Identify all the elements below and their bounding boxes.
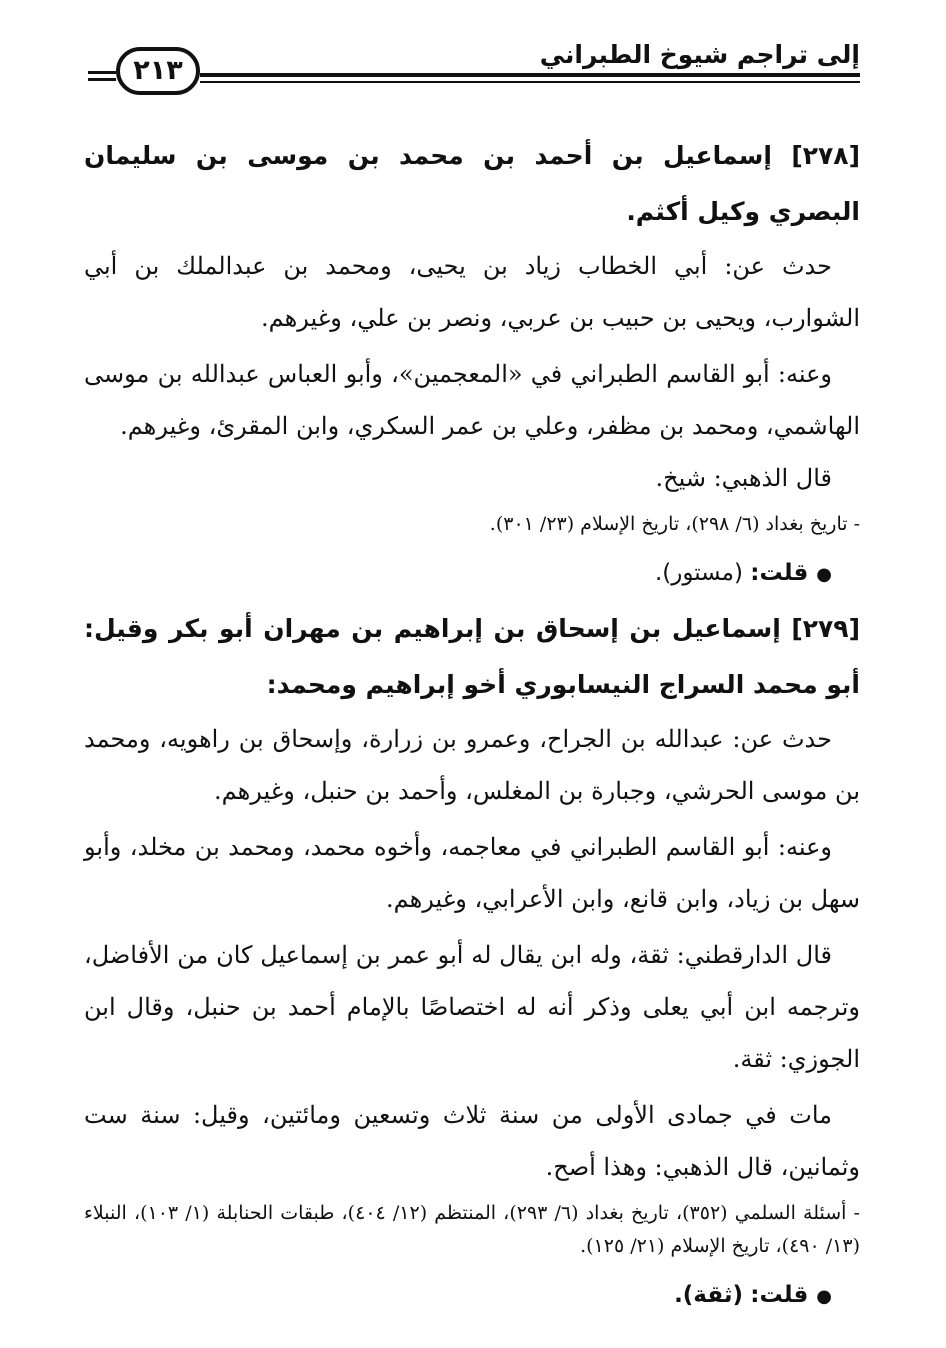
running-header-title: إلى تراجم شيوخ الطبراني	[539, 40, 860, 69]
header-rule-left-upper	[88, 71, 116, 74]
sources-text: - أسئلة السلمي (٣٥٢)، تاريخ بغداد (٦/ ٢٩٣)، المنتظم (١٢/ ٤٠٤)، طبقات الحنابلة (١/ ١٠٣)، النبلاء (١٣/ ٤٩٠)، تاريخ الإسلام (٢١/ ١٢٥).	[84, 1202, 860, 1257]
assessment-text: قال الذهبي: شيخ.	[655, 464, 832, 492]
verdict-line	[84, 1269, 860, 1323]
entry-278	[84, 128, 860, 601]
assessment-text: قال الدارقطني: ثقة، وله ابن يقال له أبو عمر بن إسماعيل كان من الأفاضل، وترجمه ابن أبي يعلى وذكر أنه له اختصاصًا بالإمام أحمد بن حنبل، وقال ابن الجوزي: ثقة.	[84, 941, 860, 1073]
verdict-line	[84, 547, 860, 601]
bullet-icon: ●	[816, 564, 832, 585]
entry-279	[84, 601, 860, 1323]
sources-text: - تاريخ بغداد (٦/ ٢٩٨)، تاريخ الإسلام (٢٣/ ٣٠١).	[489, 513, 860, 535]
narrated-from-text: حدث عن: عبدالله بن الجراح، وعمرو بن زرارة، وإسحاق بن راهويه، ومحمد بن موسى الحرشي، وجبارة بن المغلس، وأحمد بن حنبل، وغيرهم.	[84, 725, 860, 805]
death-text: مات في جمادى الأولى من سنة ثلاث وتسعين ومائتين، وقيل: سنة ست وثمانين، قال الذهبي: وهذا أصح.	[84, 1101, 860, 1181]
narrated-from-text: حدث عن: أبي الخطاب زياد بن يحيى، ومحمد بن عبدالملك بن أبي الشوارب، ويحيى بن حبيب بن عربي، ونصر بن علي، وغيرهم.	[84, 252, 860, 332]
page-content	[84, 128, 860, 1323]
verdict-value: (مستور).	[654, 560, 743, 586]
verdict-value: (ثقة).	[674, 1282, 743, 1308]
verdict-label: قلت:	[750, 560, 809, 586]
narrators-text: وعنه: أبو القاسم الطبراني في «المعجمين»، وأبو العباس عبدالله بن موسى الهاشمي، ومحمد بن مظفر، وعلي بن عمر السكري، وابن المقرئ، وغيرهم.	[84, 360, 860, 440]
header-rule-left-lower	[88, 78, 116, 81]
entry-title: [٢٧٨] إسماعيل بن أحمد بن محمد بن موسى بن سليمان البصري وكيل أكثم.	[84, 141, 860, 226]
header-rule-thin	[200, 81, 860, 83]
page-number-badge: ٢١٣	[116, 47, 200, 95]
bullet-icon: ●	[816, 1286, 832, 1307]
narrators-text: وعنه: أبو القاسم الطبراني في معاجمه، وأخوه محمد، ومحمد بن مخلد، وأبو سهل بن زياد، وابن قانع، وابن الأعرابي، وغيرهم.	[84, 833, 860, 913]
header-rule-thick	[200, 73, 860, 77]
entry-title: [٢٧٩] إسماعيل بن إسحاق بن إبراهيم بن مهران أبو بكر وقيل: أبو محمد السراج النيسابوري أخو إبراهيم ومحمد:	[84, 614, 860, 699]
verdict-label: قلت:	[750, 1282, 809, 1308]
